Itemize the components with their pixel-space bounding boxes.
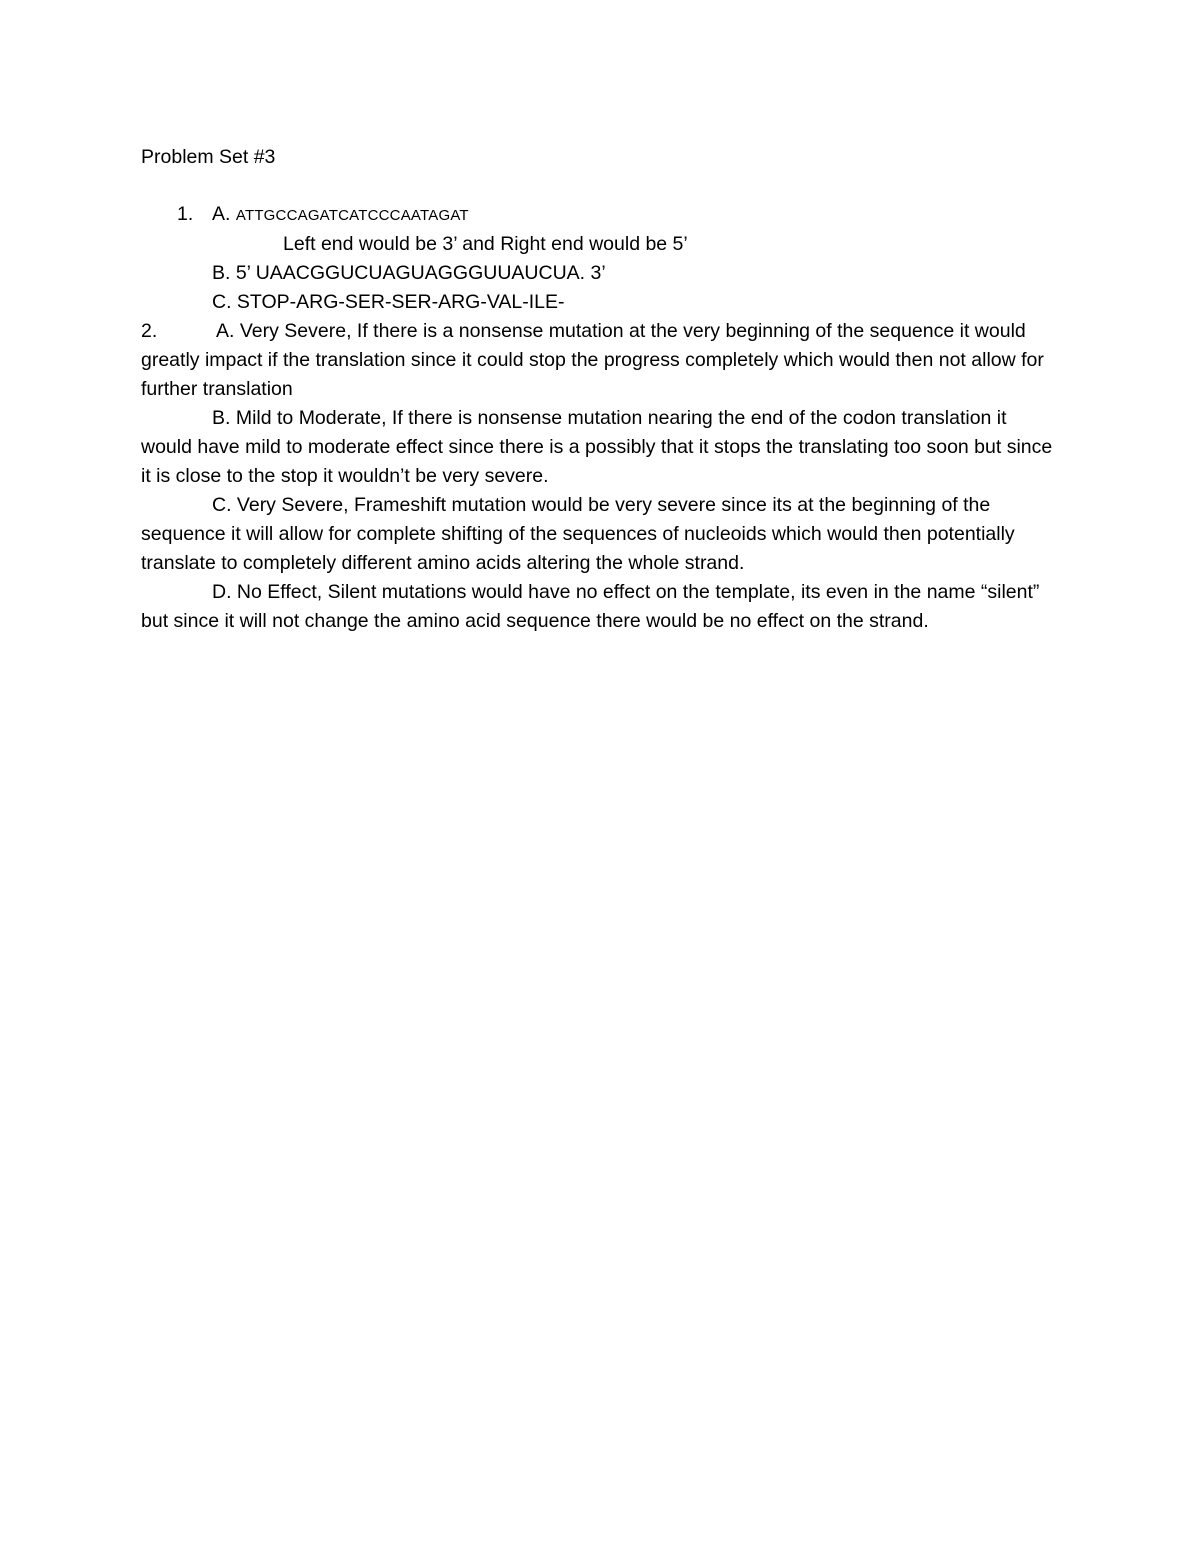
document-body (141, 143, 1061, 636)
question-1-part-a (212, 200, 1061, 230)
question-2-part-c: C. Very Severe, Frameshift mutation would be very severe since its at the beginning of the sequence it will allow for complete shifting of the sequences of nucleoids which would then potentially translate to completely different amino acids altering the whole strand. (141, 494, 1015, 574)
question-2-part-a-paragraph (141, 317, 1061, 404)
question-1-part-c: C. STOP-ARG-SER-SER-ARG-VAL-ILE- (212, 291, 565, 313)
dna-sequence: ATTGCCAGATCATCCCAATAGAT (235, 207, 469, 224)
question-1-number: 1. (177, 203, 194, 225)
question-2-part-a: A. Very Severe, If there is a nonsense mutation at the very beginning of the sequence it would greatly impact if the translation since it could stop the progress completely which would then not allow for further translation (141, 320, 1044, 400)
question-1-part-b: B. 5’ UAACGGUCUAGUAGGGUUAUCUA. 3’ (212, 262, 606, 284)
question-2-part-b: B. Mild to Moderate, If there is nonsense mutation nearing the end of the codon translation it would have mild to moderate effect since there is a possibly that it stops the translating too soon but since it is close to the stop it wouldn’t be very severe. (141, 407, 1053, 487)
question-1 (141, 200, 1061, 317)
question-1-part-a-note: Left end would be 3’ and Right end would be 5’ (283, 233, 688, 255)
question-1-part-a-label: A. (212, 203, 231, 225)
question-2 (141, 317, 1061, 636)
question-2-part-d: D. No Effect, Silent mutations would have no effect on the template, its even in the name “silent” but since it will not change the amino acid sequence there would be no effect on the strand. (141, 581, 1040, 632)
document-title: Problem Set #3 (141, 146, 276, 168)
question-2-number: 2. (141, 320, 158, 342)
